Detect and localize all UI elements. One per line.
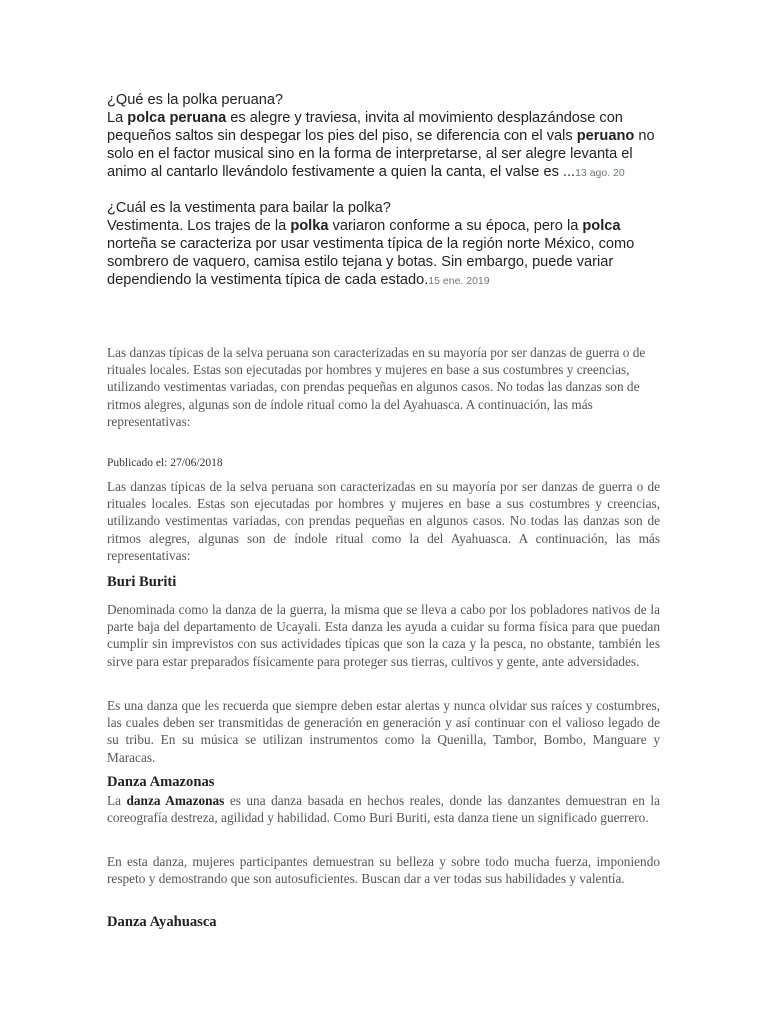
answer-text: norteña se caracteriza por usar vestimenta típica de la región norte México, como sombrero de vaquero, camisa estilo tejana y botas. Sin embargo, puede variar dependiendo la vestimenta típica de cada estado. — [107, 236, 635, 288]
paragraph-text: La — [107, 793, 127, 808]
answer-text: no solo en el factor musical sino en la forma de interpretarse, al ser alegre levanta el animo al cantarlo llevándolo festivamente a quien la canta, el valse es ... — [107, 128, 655, 180]
answer-bold-term: polka — [290, 218, 329, 234]
heading-danza-amazonas: Danza Amazonas — [107, 774, 215, 790]
answer-text: La — [107, 110, 128, 126]
heading-buri-buriti: Buri Buriti — [107, 574, 177, 590]
buri-paragraph-2: Es una danza que les recuerda que siempre deben estar alertas y nunca olvidar sus raíces y costumbres, las cuales deben ser transmitidas de generación en generación y así continuar con el valioso legado de su tribu. En su música se utilizan instrumentos como la Quenilla, Tambor, Bombo, Manguare y Maracas. — [107, 698, 660, 765]
answer-vestimenta — [107, 217, 667, 290]
buri-paragraph-1: Denominada como la danza de la guerra, la misma que se lleva a cabo por los pobladores nativos de la parte baja del departamento de Ucayali. Esta danza les ayuda a cuidar su forma física para que puedan cumplir sin imprevistos con sus actividades típicas que son la caza y la pesca, no obstante, también les sirve para estar preparados físicamente para proteger sus tierras, cultivos y gente, ante adversidades. — [107, 602, 660, 669]
question-vestimenta: ¿Cuál es la vestimenta para bailar la polka? — [107, 200, 391, 216]
answer-text: variaron conforme a su época, pero la — [328, 218, 583, 234]
answer-polka-peruana — [107, 109, 667, 182]
published-date: Publicado el: 27/06/2018 — [107, 457, 223, 469]
answer-bold-term: polca — [582, 218, 621, 234]
answer-date: 13 ago. 20 — [575, 167, 625, 179]
answer-text: Vestimenta. Los trajes de la — [107, 218, 291, 234]
answer-bold-term: polca peruana — [127, 110, 227, 126]
paragraph-text: es una danza basada en hechos reales, donde las danzantes demuestran en la coreografía destreza, agilidad y habilidad. Como Buri Buriti, esta danza tiene un significado guerrero. — [107, 793, 660, 826]
intro-paragraph: Las danzas típicas de la selva peruana son caracterizadas en su mayoría por ser danzas de guerra o de rituales locales. Estas son ejecutadas por hombres y mujeres en base a sus costumbres y creencias, utilizando vestimentas variadas, con prendas pequeñas en algunos casos. No todas las danzas son de ritmos alegres, algunas son de índole ritual como la del Ayahuasca. A continuación, las más representativas: — [107, 345, 646, 429]
answer-text: es alegre y traviesa, invita al movimiento desplazándose con pequeños saltos sin despegar los pies del piso, se diferencia con el vals — [107, 110, 623, 144]
answer-date: 15 ene. 2019 — [428, 275, 490, 287]
amazonas-paragraph-2: En esta danza, mujeres participantes demuestran su belleza y sobre todo mucha fuerza, imponiendo respeto y demostrando que son autosuficientes. Buscan dar a ver todas sus habilidades y valentía. — [107, 854, 660, 887]
question-polka-peruana: ¿Qué es la polka peruana? — [107, 92, 284, 108]
paragraph-bold-term: danza Amazonas — [126, 793, 225, 808]
intro-paragraph-repeat: Las danzas típicas de la selva peruana son caracterizadas en su mayoría por ser danzas de guerra o de rituales locales. Estas son ejecutadas por hombres y mujeres en base a sus costumbres y creencias, utilizando vestimentas variadas, con prendas pequeñas en algunos casos. No todas las danzas son de ritmos alegres, algunas son de índole ritual como la del Ayahuasca. A continuación, las más representativas: — [107, 479, 660, 563]
answer-bold-term: peruano — [576, 128, 635, 144]
heading-danza-ayahuasca: Danza Ayahuasca — [107, 914, 217, 930]
amazonas-paragraph-1 — [107, 792, 660, 826]
